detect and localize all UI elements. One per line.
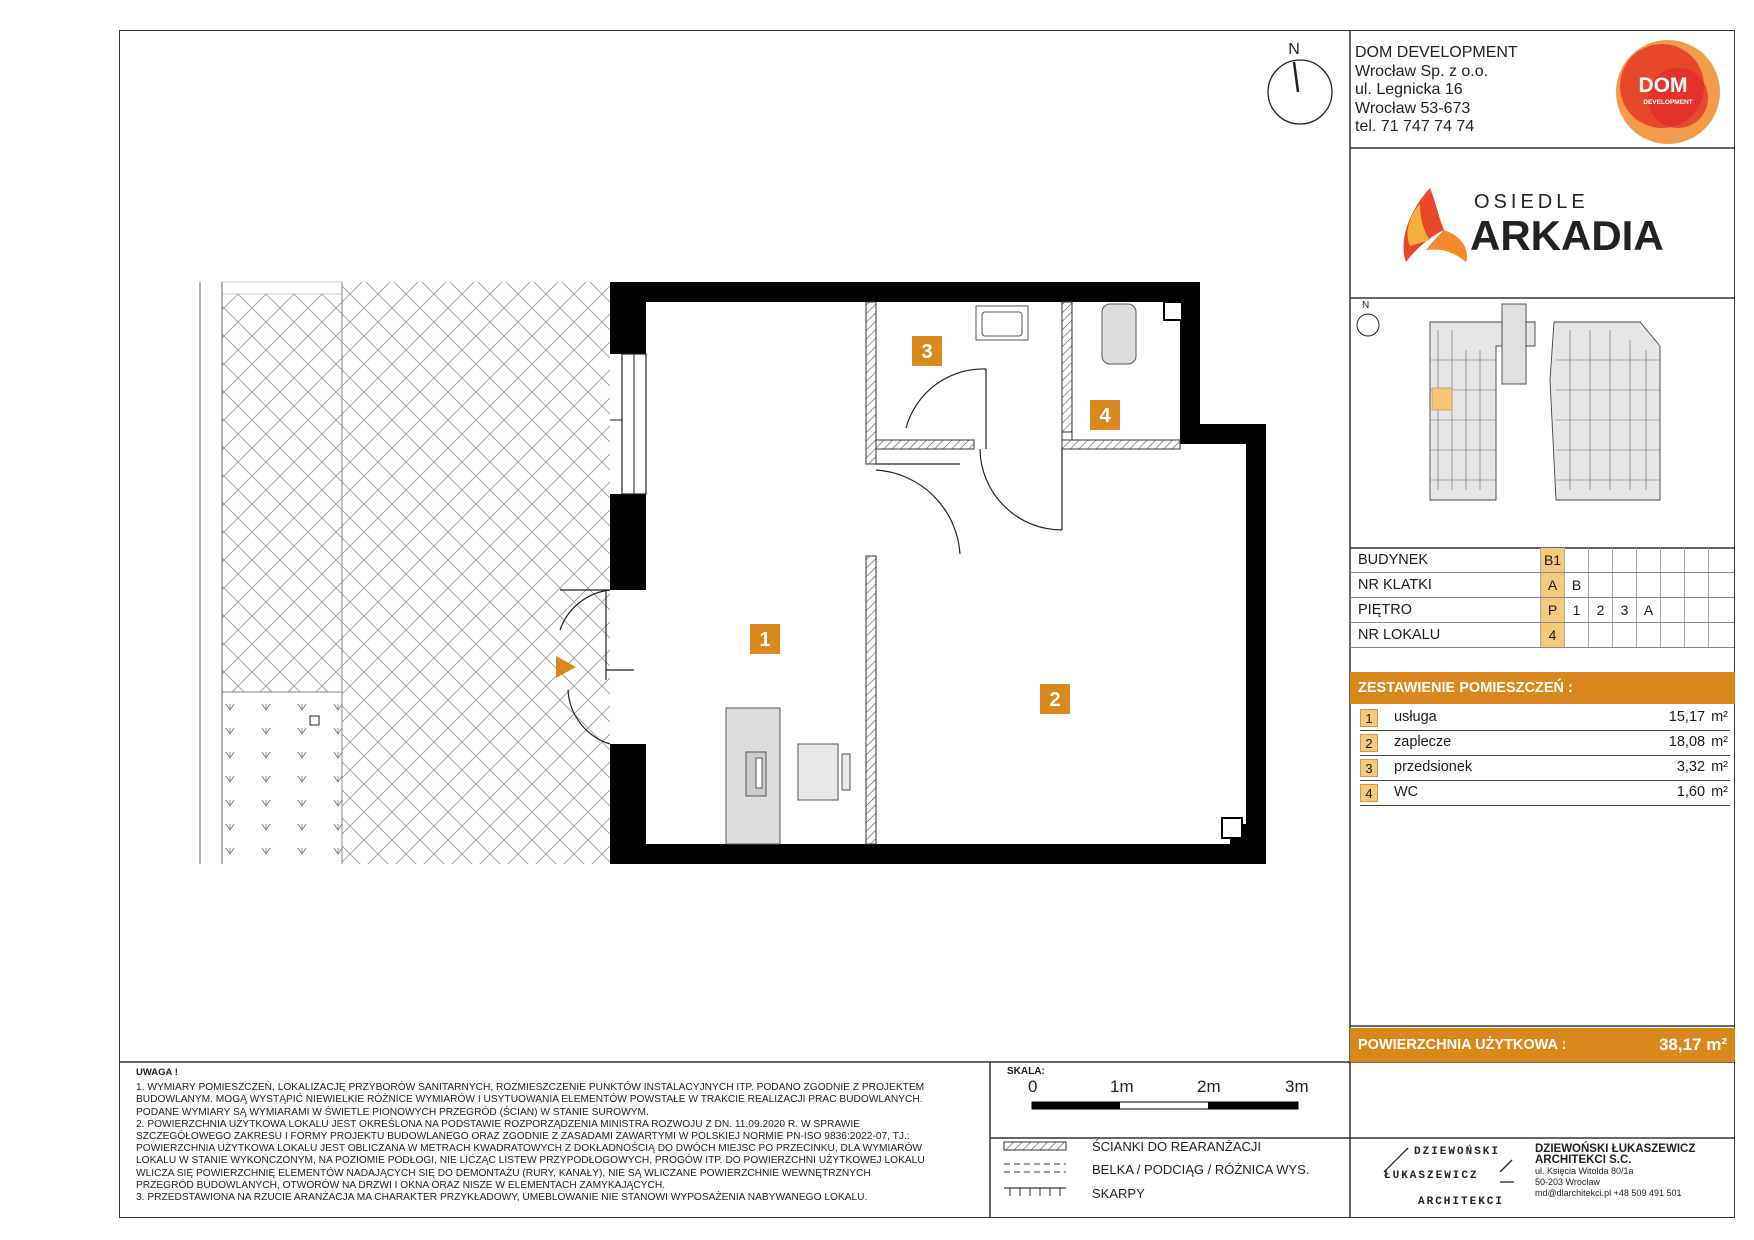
wall-details — [1164, 302, 1242, 838]
total-area-bar — [1350, 1028, 1735, 1062]
room-area-value: 3,32 — [1676, 759, 1706, 775]
info-row — [1350, 598, 1734, 623]
room-row — [1360, 731, 1730, 756]
notes-line: BUDOWLANYM. MOGĄ WYSTĄPIĆ NIEWIELKIE RÓŻNICE WYMIARÓW I USYTUOWANIA ELEMENTÓW POWSTAŁE W TRAKCIE REALIZACJI PRAC BUDOWLANYCH. — [136, 1094, 923, 1106]
company-info — [1355, 44, 1518, 137]
info-cell — [1708, 573, 1732, 597]
dom-logo-subtext: DEVELOPMENT — [1643, 99, 1693, 106]
legend-item-beam: BELKA / PODCIĄG / RÓŻNICA WYS. — [1092, 1162, 1310, 1177]
total-area-value: 38,17 m² — [1658, 1035, 1727, 1054]
info-cell — [1636, 573, 1660, 597]
info-cell — [1612, 573, 1636, 597]
company-line: ul. Legnicka 16 — [1355, 81, 1463, 98]
info-row-label: NR LOKALU — [1358, 627, 1441, 643]
architect-name-1: DZIEWOŃSKI ŁUKASZEWICZ — [1535, 1143, 1696, 1155]
notes-line: POWIERZCHNIA UŻYTKOWA LOKALU JEST OBLICZANA W METRACH KWADRATOWYCH Z DOKŁADNOŚCIĄ DO DWÓCH MIEJSC PO PRZECINKU, DLA WYMIARÓW — [136, 1143, 923, 1155]
room-area — [1677, 759, 1728, 775]
notes-line: 2. POWIERZCHNIA UŻYTKOWA LOKALU JEST OKREŚLONA NA PODSTAWIE ROZPORZĄDZENIA MINISTRA ROZWOJU Z DN. 11.09.2020 R. W SPRAWIE — [136, 1118, 861, 1130]
compass-label: N — [1288, 41, 1300, 58]
info-row — [1350, 573, 1734, 598]
scale-tick-2m: 2m — [1197, 1077, 1221, 1096]
info-cell — [1636, 548, 1660, 572]
info-row-label: NR KLATKI — [1358, 577, 1432, 593]
room-label-2: 2 — [1049, 689, 1061, 711]
info-cell — [1684, 573, 1708, 597]
architect-contact: md@dlarchitekci.pl +48 509 491 501 — [1535, 1188, 1682, 1198]
info-cell — [1684, 598, 1708, 622]
info-cell — [1708, 548, 1732, 572]
room-label-1: 1 — [759, 629, 771, 651]
notes-title: UWAGA ! — [136, 1067, 178, 1078]
compass-icon — [1268, 60, 1332, 124]
architect-info — [1535, 1144, 1695, 1199]
info-cell: 1 — [1564, 598, 1588, 622]
notes-line: WLICZA SIĘ POWIERZCHNIĘ ELEMENTÓW NADAJĄCYCH SIĘ DO DEMONTAŻU (RURY, KANAŁY), NIE SĄ WLICZANE POWIERZCHNIE WEWNĘTRZNYCH — [136, 1167, 871, 1179]
room-row — [1360, 756, 1730, 781]
room-area-unit: m² — [1711, 784, 1728, 800]
company-line: Wrocław 53-673 — [1355, 99, 1471, 117]
room-row — [1360, 781, 1730, 806]
notes-body — [136, 1082, 966, 1204]
info-cell — [1660, 623, 1684, 647]
info-cell — [1588, 548, 1612, 572]
info-cell — [1708, 623, 1732, 647]
company-line: tel. 71 747 74 74 — [1355, 118, 1475, 135]
architect-address-2: 50-203 Wrocław — [1535, 1177, 1600, 1187]
room-name: usługa — [1394, 709, 1437, 725]
info-cell — [1660, 598, 1684, 622]
room-area-unit: m² — [1711, 709, 1728, 725]
info-cell — [1612, 548, 1636, 572]
room-area — [1669, 709, 1728, 725]
room-number: 2 — [1360, 734, 1378, 752]
notes-line: PRZEGRÓD BUDOWLANYCH, OTWORÓW NA DRZWI I OKNA ORAZ NISZE W ELEMENTACH ZAMYKAJĄCYCH. — [136, 1179, 666, 1191]
info-cell — [1684, 623, 1708, 647]
rooms-section-header — [1350, 672, 1735, 704]
room-number: 1 — [1360, 709, 1378, 727]
scale-tick-3m: 3m — [1285, 1077, 1309, 1096]
project-title: ARKADIA — [1470, 212, 1664, 259]
architect-logo-line3: ARCHITEKCI — [1418, 1196, 1505, 1208]
terrace — [200, 282, 610, 864]
scale-tick-1m: 1m — [1110, 1077, 1134, 1096]
info-cell: P — [1540, 598, 1564, 622]
scale-bar — [1032, 1102, 1298, 1109]
room-area-unit: m² — [1711, 759, 1728, 775]
room-area-value: 15,17 — [1668, 709, 1706, 725]
company-line: DOM DEVELOPMENT — [1355, 44, 1518, 61]
partitions — [866, 302, 1180, 844]
notes-line: 3. PRZEDSTAWIONA NA RZUCIE ARANŻACJA MA CHARAKTER PRZYKŁADOWY, UMEBLOWANIE NIE STANOWI WYPOSAŻENIA NABYWANEGO LOKALU. — [136, 1192, 868, 1204]
notes-line: SZCZEGÓŁOWEGO ZAKRESU I FORMY PROJEKTU BUDOWLANEGO ORAZ ZGODNIE Z ZASADAMI ZAWARTYMI W POLSKIEJ NORMIE PN-ISO 9836:2022-07, TJ.: — [136, 1131, 910, 1143]
room-name: przedsionek — [1394, 759, 1473, 775]
legend-item-slopes: SKARPY — [1092, 1186, 1145, 1201]
legend-symbols — [1004, 1142, 1066, 1196]
architect-logo-line2: ŁUKASZEWICZ — [1384, 1170, 1479, 1182]
room-label-4: 4 — [1099, 405, 1111, 427]
info-cell: 3 — [1612, 598, 1636, 622]
info-row — [1350, 548, 1734, 573]
architect-logo-line1: DZIEWOŃSKI — [1414, 1146, 1501, 1158]
scale-title: SKALA: — [1007, 1066, 1045, 1077]
room-area — [1677, 784, 1728, 800]
info-cell — [1660, 573, 1684, 597]
architect-name-2: ARCHITEKCI S.C. — [1535, 1154, 1632, 1166]
notes-line: 1. WYMIARY POMIESZCZEŃ, LOKALIZACJĘ PRZYBORÓW SANITARNYCH, ROZMIESZCZENIE PUNKTÓW INSTALACYJNYCH ITP. PODANO ZGODNIE Z PROJEKTEM — [136, 1082, 925, 1094]
info-cell — [1636, 623, 1660, 647]
furniture — [726, 304, 1136, 844]
key-plan-north-label: N — [1362, 300, 1370, 311]
info-cell — [1684, 548, 1708, 572]
architect-address-1: ul. Księcia Witolda 80/1a — [1535, 1166, 1634, 1176]
key-plan — [1357, 304, 1660, 500]
legend-item-partitions: ŚCIANKI DO REARANŻACJI — [1092, 1139, 1262, 1154]
info-cell: A — [1636, 598, 1660, 622]
room-row — [1360, 706, 1730, 731]
room-area-value: 1,60 — [1676, 784, 1706, 800]
info-cell: 2 — [1588, 598, 1612, 622]
project-subtitle: OSIEDLE — [1474, 191, 1589, 213]
info-cell — [1564, 548, 1588, 572]
arkadia-flame-icon — [1403, 188, 1467, 262]
room-label-3: 3 — [921, 341, 933, 363]
info-row — [1350, 623, 1734, 648]
info-row-label: PIĘTRO — [1358, 602, 1412, 618]
room-area-value: 18,08 — [1668, 734, 1706, 750]
company-line: Wrocław Sp. z o.o. — [1355, 62, 1489, 80]
window — [610, 354, 646, 494]
room-name: zaplecze — [1394, 734, 1452, 750]
info-cell — [1564, 623, 1588, 647]
room-number: 4 — [1360, 784, 1378, 802]
room-name: WC — [1394, 784, 1419, 800]
info-cell — [1612, 623, 1636, 647]
notes-line: LOKALU W STANIE WYKOŃCZONYM, NA POZIOMIE PODŁOGI, NIE LICZĄC LISTEW PRZYPODŁOGOWYCH, PROGÓW ITP. DO POWIERZCHNI UŻYTKOWEJ LOKALU — [136, 1155, 925, 1167]
total-area-label: POWIERZCHNIA UŻYTKOWA : — [1358, 1037, 1567, 1053]
info-cell — [1708, 598, 1732, 622]
info-cell — [1588, 573, 1612, 597]
dom-logo-text: DOM — [1638, 74, 1688, 97]
info-cell: B — [1564, 573, 1588, 597]
rooms-title: ZESTAWIENIE POMIESZCZEŃ : — [1358, 680, 1573, 696]
scale-tick-0: 0 — [1028, 1077, 1038, 1096]
notes — [136, 1067, 966, 1204]
room-area-unit: m² — [1711, 734, 1728, 750]
info-cell: B1 — [1540, 548, 1564, 572]
room-area — [1669, 734, 1728, 750]
info-cell: A — [1540, 573, 1564, 597]
info-cell: 4 — [1540, 623, 1564, 647]
exterior-walls — [610, 282, 1266, 864]
room-number: 3 — [1360, 759, 1378, 777]
info-row-label: BUDYNEK — [1358, 552, 1429, 568]
info-cell — [1588, 623, 1612, 647]
info-cell — [1660, 548, 1684, 572]
notes-line: PODANE WYMIARY SĄ WYMIARAMI W ŚWIETLE PIONOWYCH PRZEGRÓD (ŚCIAN) W STANIE SUROWYM. — [136, 1106, 649, 1118]
